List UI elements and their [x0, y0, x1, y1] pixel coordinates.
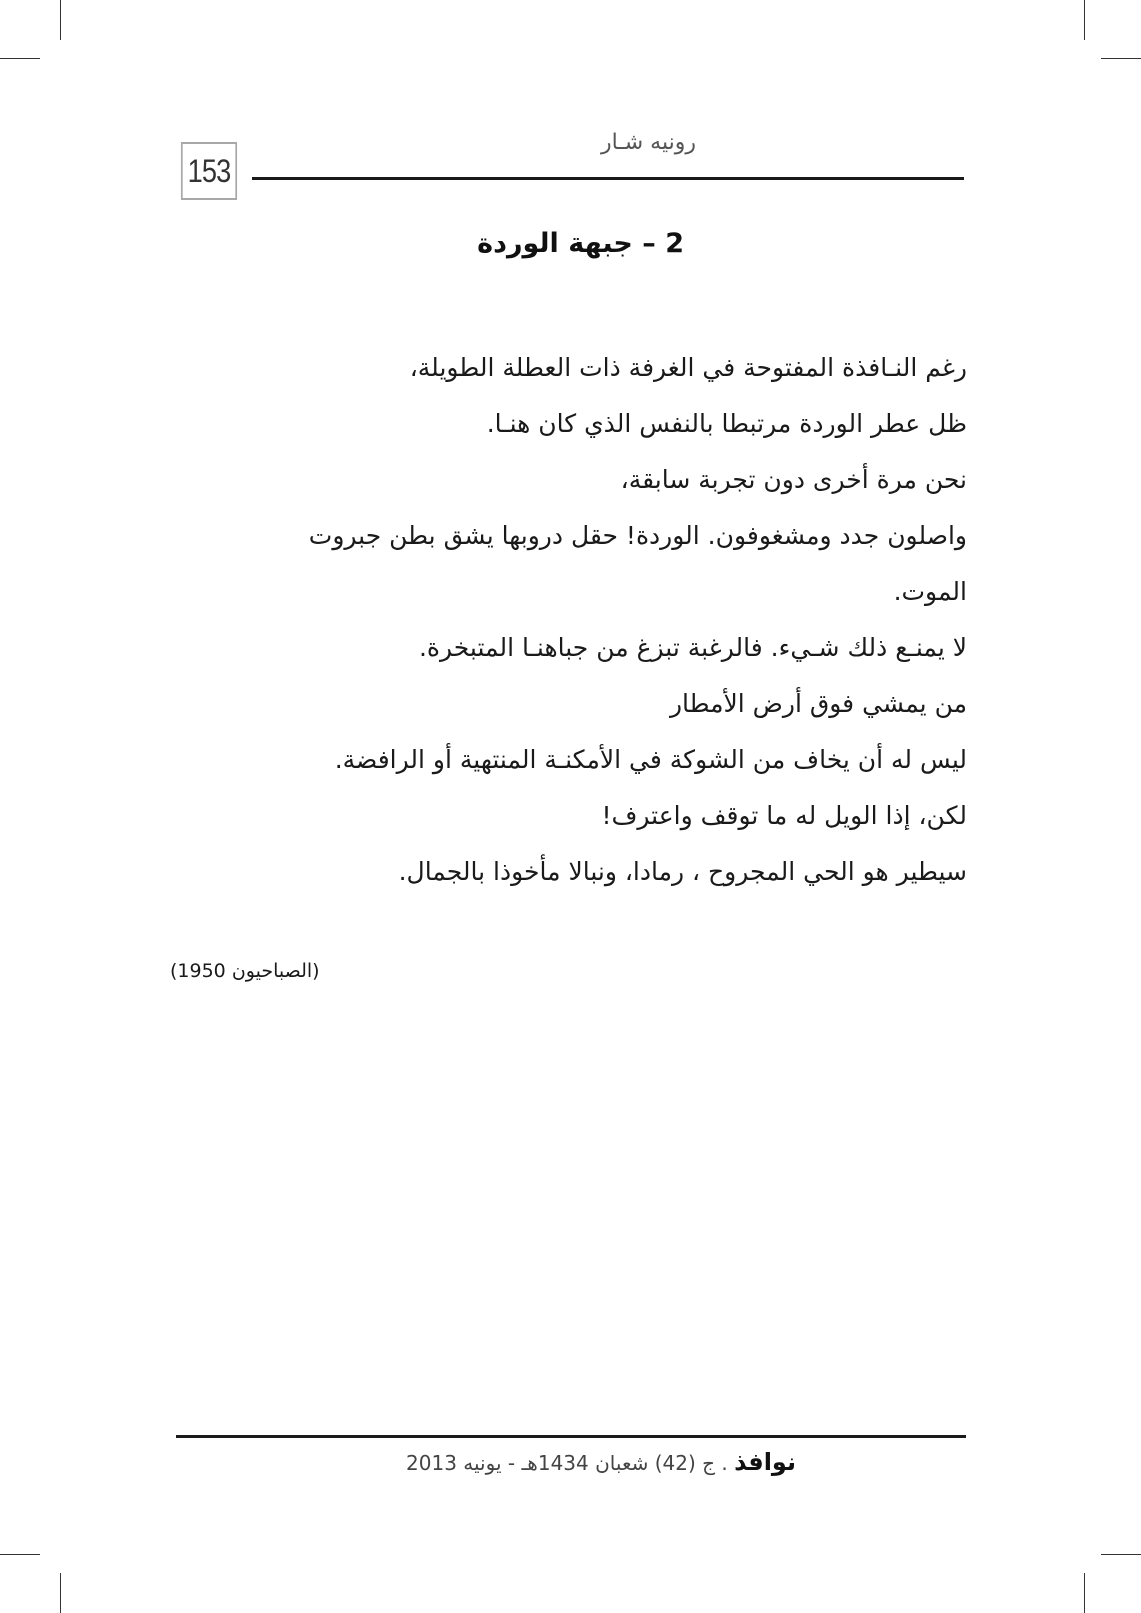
crop-mark-top-left-vertical — [60, 0, 61, 40]
crop-mark-bottom-left-horizontal — [0, 1554, 40, 1555]
poem-line: سيطير هو الحي المجروح ، رمادا، ونبالا مأخوذا بالجمال. — [398, 857, 967, 886]
issue-text: . ج (42) شعبان 1434هـ - يونيه 2013 — [406, 1451, 728, 1475]
poem-line: ظل عطر الوردة مرتبطا بالنفس الذي كان هنـا. — [486, 409, 967, 438]
crop-mark-top-left-horizontal — [0, 58, 40, 59]
journal-logo: نوافذ — [734, 1448, 796, 1476]
running-head-author: رونيه شـار — [600, 130, 696, 155]
poem-line: من يمشي فوق أرض الأمطار — [669, 689, 967, 718]
poem-attribution: (الصباحيون 1950) — [170, 960, 320, 982]
poem-line: ليس له أن يخاف من الشوكة في الأمكنـة المنتهية أو الرافضة. — [334, 745, 967, 774]
poem-line: نحن مرة أخرى دون تجربة سابقة، — [620, 465, 967, 494]
poem-line: الموت. — [893, 577, 967, 606]
poem-title: 2 – جبهة الوردة — [477, 228, 684, 259]
crop-mark-top-right-horizontal — [1101, 58, 1141, 59]
poem-line: لكن، إذا الويل له ما توقف واعترف! — [601, 801, 967, 830]
footer-rule — [176, 1435, 966, 1438]
crop-mark-bottom-right-vertical — [1084, 1573, 1085, 1613]
poem-body — [170, 340, 967, 900]
crop-mark-bottom-left-vertical — [60, 1573, 61, 1613]
poem-line: لا يمنـع ذلك شـيء. فالرغبة تبزغ من جباهنـا المتبخرة. — [418, 633, 967, 662]
page-number: 153 — [181, 142, 237, 200]
poem-line: واصلون جدد ومشغوفون. الوردة! حقل دروبها يشق بطن جبروت — [308, 521, 967, 550]
crop-mark-bottom-right-horizontal — [1101, 1554, 1141, 1555]
header-rule — [252, 177, 964, 180]
footer-issue-line — [176, 1448, 796, 1476]
crop-mark-top-right-vertical — [1084, 0, 1085, 40]
poem-line: رغم النـافذة المفتوحة في الغرفة ذات العطلة الطويلة، — [409, 353, 967, 382]
